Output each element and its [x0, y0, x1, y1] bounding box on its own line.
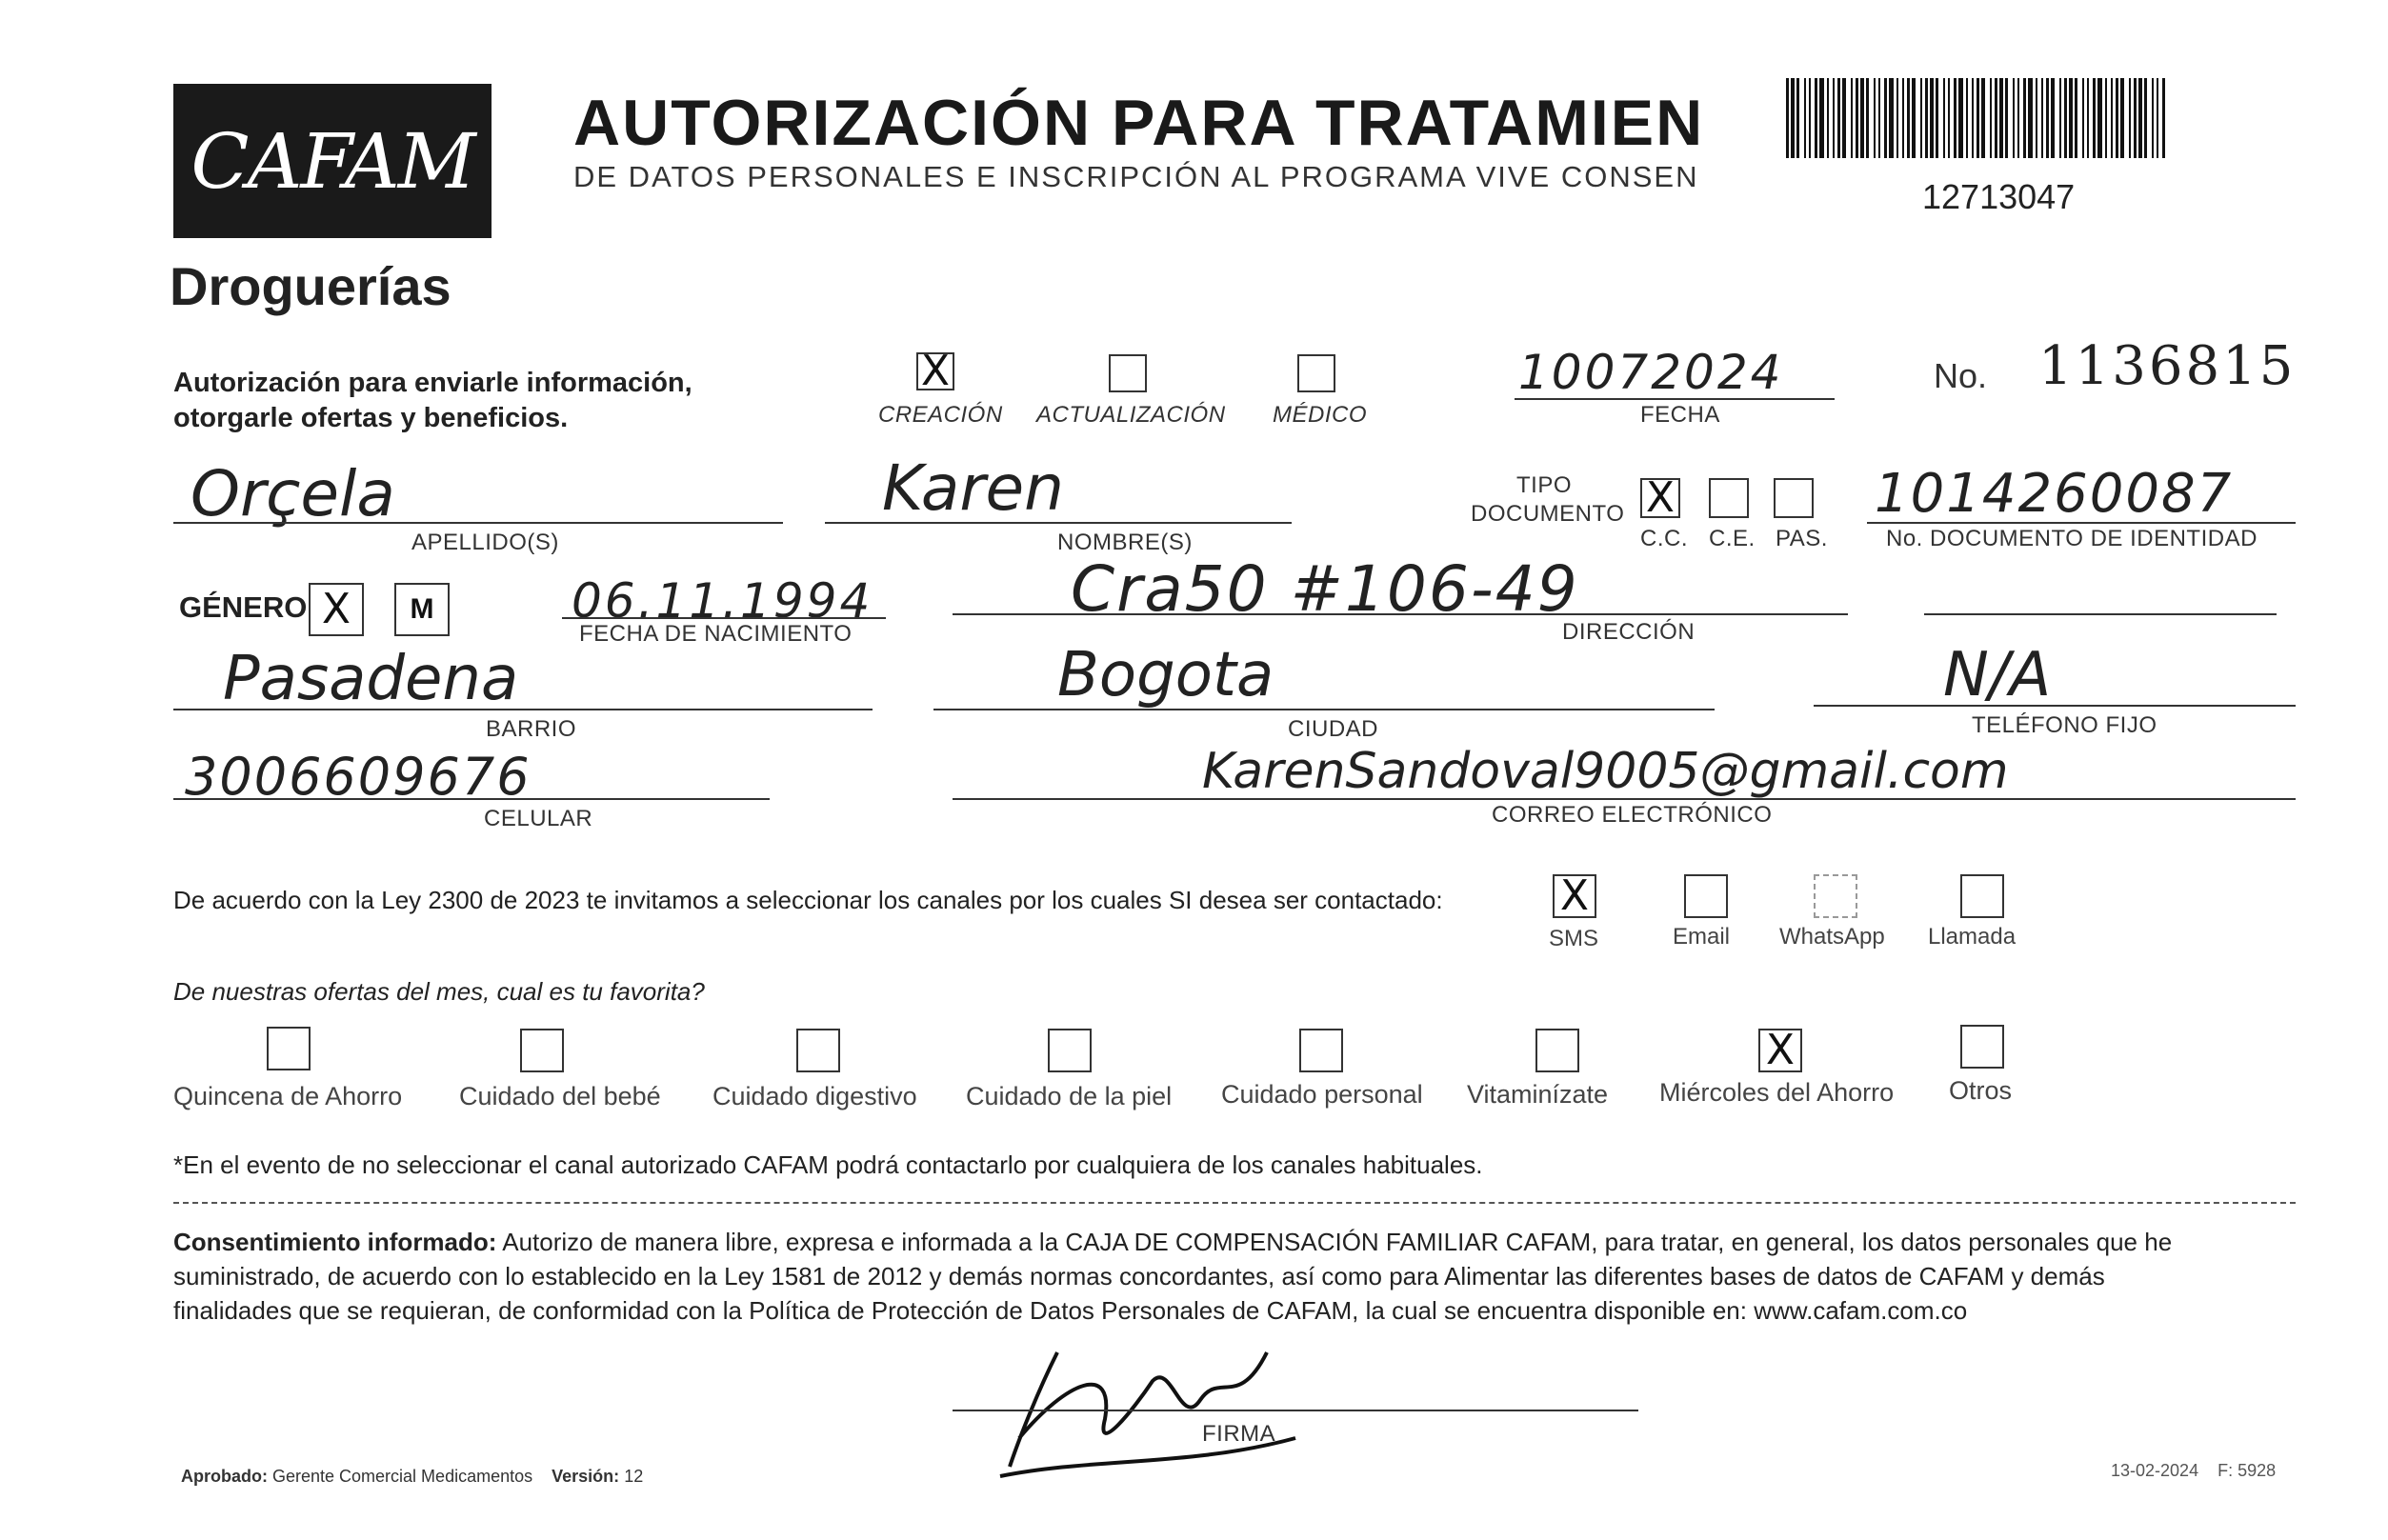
celular-line: [173, 798, 770, 800]
nacimiento-label: FECHA DE NACIMIENTO: [579, 621, 853, 647]
barcode-number: 12713047: [1922, 177, 2076, 216]
barcode-bar: [2082, 78, 2084, 158]
barcode-bar: [2051, 78, 2055, 158]
apellidos-line: [173, 522, 783, 524]
barcode-bar: [1851, 78, 1853, 158]
celular-label: CELULAR: [484, 806, 593, 831]
checkbox-personal[interactable]: [1299, 1029, 1343, 1072]
nacimiento-value: 06.11.1994: [572, 573, 873, 629]
checkbox-genero-f[interactable]: [309, 583, 364, 636]
documento-line: [1867, 522, 2296, 524]
barcode-bar: [1995, 78, 1997, 158]
barcode-bar: [2013, 78, 2015, 158]
cafam-logo: [173, 84, 492, 238]
barcode-bar: [1948, 78, 1950, 158]
nota-text: *En el evento de no seleccionar el canal autorizado CAFAM podrá contactarlo por cualquiera de los canales habituales.: [173, 1150, 1483, 1179]
barcode-bar: [1815, 78, 1817, 158]
label-whatsapp: WhatsApp: [1779, 924, 1885, 950]
canales-question: De acuerdo con la Ley 2300 de 2023 te invitamos a seleccionar los canales por los cuales SI desea ser contactado:: [173, 886, 1443, 914]
barcode-bar: [1912, 78, 1916, 158]
checkbox-miercoles[interactable]: [1758, 1026, 1802, 1074]
barcode-bar: [2157, 78, 2158, 158]
barcode-bar: [1791, 78, 1795, 158]
barcode-bar: [1874, 78, 1876, 158]
barcode-bar: [2087, 78, 2089, 158]
checkbox-digestivo[interactable]: [796, 1029, 840, 1072]
barcode-bar: [1796, 78, 1799, 158]
label-digestivo: Cuidado digestivo: [712, 1082, 917, 1110]
label-email: Email: [1673, 924, 1731, 950]
checkbox-otros[interactable]: [1960, 1025, 2004, 1069]
barcode-bar: [1990, 78, 1992, 158]
label-piel: Cuidado de la piel: [966, 1082, 1173, 1110]
barcode-bar: [1958, 78, 1963, 158]
apellidos-value: Orçela: [191, 457, 395, 530]
checkbox-email[interactable]: [1684, 874, 1728, 918]
footer-aprobado: [181, 1467, 643, 1487]
version-value: 12: [624, 1467, 644, 1486]
barcode: [1786, 78, 2167, 158]
consentimiento-line-3: finalidades que se requieran, de conformidad con la Política de Protección de Datos Personales de CAFAM, la cual se encuentra disponible en: www.cafam.com.co: [173, 1296, 1968, 1325]
barcode-bar: [1936, 78, 1938, 158]
label-creacion: CREACIÓN: [878, 402, 1003, 428]
tipo-doc-label-2: DOCUMENTO: [1471, 501, 1625, 527]
checkbox-medico[interactable]: [1297, 354, 1335, 392]
barcode-bar: [2023, 78, 2026, 158]
aprobado-value: Gerente Comercial Medicamentos: [272, 1467, 533, 1486]
barcode-bar: [2111, 78, 2113, 158]
barcode-bar: [1999, 78, 2003, 158]
barcode-bar: [1966, 78, 1968, 158]
direccion-line-2: [1924, 613, 2277, 615]
check-mark: X: [1765, 1026, 1796, 1074]
checkbox-vitaminizate[interactable]: [1535, 1029, 1579, 1072]
barcode-bar: [1856, 78, 1858, 158]
checkbox-quincena[interactable]: [267, 1027, 311, 1070]
label-vitaminizate: Vitaminízate: [1467, 1080, 1609, 1109]
barcode-bar: [1809, 78, 1811, 158]
barcode-bar: [2093, 78, 2096, 158]
logo-text: CAFAM: [191, 116, 474, 206]
aprobado-label: Aprobado:: [181, 1467, 268, 1486]
barcode-bar: [2069, 78, 2073, 158]
barcode-bar: [2097, 78, 2102, 158]
check-mark: X: [920, 347, 951, 395]
checkbox-piel[interactable]: [1048, 1029, 1092, 1072]
checkbox-whatsapp[interactable]: [1814, 874, 1857, 918]
barcode-bar: [1860, 78, 1864, 158]
checkbox-creacion[interactable]: [916, 347, 954, 395]
barrio-label: BARRIO: [486, 716, 577, 742]
barcode-bar: [1972, 78, 1974, 158]
label-medico: MÉDICO: [1273, 402, 1367, 428]
checkbox-cc[interactable]: [1640, 473, 1680, 522]
consentimiento-body-1: Autorizo de manera libre, expresa e informada a la CAJA DE COMPENSACIÓN FAMILIAR CAFAM, para tratar, en general, los datos personales que he: [496, 1228, 2173, 1256]
label-pas: PAS.: [1776, 526, 1828, 551]
barcode-bar: [2028, 78, 2033, 158]
ciudad-line: [933, 709, 1715, 710]
barcode-bar: [2059, 78, 2061, 158]
label-bebe: Cuidado del bebé: [459, 1082, 661, 1110]
form-title: AUTORIZACIÓN PARA TRATAMIEN: [573, 87, 1705, 159]
barcode-bar: [2046, 78, 2049, 158]
nombres-line: [825, 522, 1292, 524]
consentimiento-bold: Consentimiento informado:: [173, 1228, 497, 1256]
intro-line-2: otorgarle ofertas y beneficios.: [173, 403, 569, 433]
label-quincena: Quincena de Ahorro: [173, 1082, 403, 1110]
label-miercoles: Miércoles del Ahorro: [1659, 1078, 1895, 1107]
barcode-bar: [1889, 78, 1894, 158]
consentimiento-line-1: [173, 1225, 2298, 1259]
tipo-doc-label-1: TIPO: [1516, 472, 1573, 498]
barrio-line: [173, 709, 873, 710]
barcode-bar: [2120, 78, 2124, 158]
nacimiento-line: [562, 617, 886, 619]
telefono-label: TELÉFONO FIJO: [1972, 712, 2157, 738]
barcode-bar: [2105, 78, 2107, 158]
version-label: Versión:: [552, 1467, 620, 1486]
documento-label: No. DOCUMENTO DE IDENTIDAD: [1886, 526, 2258, 551]
numero-value: 1136815: [2038, 335, 2297, 397]
correo-value: KarenSandoval9005@gmail.com: [1202, 743, 2009, 800]
signature: [981, 1324, 1324, 1486]
barcode-bar: [2017, 78, 2019, 158]
intro-text: [173, 366, 692, 436]
checkbox-genero-m[interactable]: [394, 583, 450, 636]
barcode-bar: [1930, 78, 1934, 158]
barrio-value: Pasadena: [223, 644, 519, 714]
checkbox-ce[interactable]: [1709, 478, 1749, 518]
barcode-bar: [1878, 78, 1880, 158]
celular-value: 3006609676: [185, 747, 532, 807]
intro-line-1: Autorización para enviarle información,: [173, 368, 692, 398]
checkbox-pas[interactable]: [1774, 478, 1814, 518]
barcode-bar: [2064, 78, 2067, 158]
ciudad-label: CIUDAD: [1288, 716, 1379, 742]
brand-subtitle: Droguerías: [170, 256, 452, 316]
barcode-bar: [2005, 78, 2008, 158]
barcode-bar: [2129, 78, 2131, 158]
check-mark: X: [321, 585, 351, 633]
ciudad-value: Bogota: [1057, 640, 1274, 710]
barcode-bar: [1902, 78, 1904, 158]
barcode-bar: [1896, 78, 1898, 158]
label-otros: Otros: [1949, 1076, 2013, 1105]
label-cc: C.C.: [1640, 526, 1688, 551]
direccion-line: [953, 613, 1848, 615]
checkbox-bebe[interactable]: [520, 1029, 564, 1072]
direccion-label: DIRECCIÓN: [1562, 619, 1696, 645]
correo-label: CORREO ELECTRÓNICO: [1492, 802, 1773, 828]
check-mark: X: [1645, 473, 1676, 522]
barcode-bar: [1943, 78, 1945, 158]
barcode-bar: [1884, 78, 1887, 158]
footer-right: [2111, 1461, 2276, 1481]
checkbox-actualizacion[interactable]: [1109, 354, 1147, 392]
telefono-value: N/A: [1943, 640, 2052, 710]
barcode-bar: [1981, 78, 1985, 158]
barcode-bar: [1827, 78, 1829, 158]
barcode-bar: [2162, 78, 2165, 158]
form-subtitle: DE DATOS PERSONALES E INSCRIPCIÓN AL PROGRAMA VIVE CONSEN: [573, 160, 1699, 193]
barcode-bar: [2036, 78, 2037, 158]
barcode-bar: [1954, 78, 1957, 158]
checkbox-sms[interactable]: [1553, 871, 1596, 920]
barcode-bar: [2041, 78, 2043, 158]
consentimiento-line-2: suministrado, de acuerdo con lo establecido en la Ley 1581 de 2012 y demás normas concordantes, así como para Alimentar las diferentes bases de datos de CAFAM y demás: [173, 1262, 2105, 1290]
barcode-bar: [1819, 78, 1824, 158]
documento-value: 1014260087: [1875, 463, 2234, 525]
direccion-value: Cra50 #106-49: [1071, 552, 1579, 626]
numero-label: No.: [1934, 356, 1988, 395]
firma-line: [953, 1410, 1638, 1411]
checkbox-llamada[interactable]: [1960, 874, 2004, 918]
barcode-bar: [1833, 78, 1835, 158]
barcode-bar: [1837, 78, 1840, 158]
fecha-line: [1515, 398, 1835, 400]
barcode-bar: [2134, 78, 2137, 158]
label-ce: C.E.: [1709, 526, 1756, 551]
correo-line: [953, 798, 2296, 800]
barcode-bar: [1920, 78, 1922, 158]
check-mark: X: [1559, 871, 1590, 920]
barcode-bar: [2116, 78, 2118, 158]
footer-date: 13-02-2024: [2111, 1461, 2199, 1480]
firma-label: FIRMA: [1202, 1421, 1276, 1447]
barcode-bar: [1925, 78, 1928, 158]
barcode-bar: [2075, 78, 2077, 158]
nombres-value: Karen: [882, 451, 1064, 525]
telefono-line: [1814, 705, 2296, 707]
divider: [173, 1202, 2296, 1204]
footer-code: F: 5928: [2217, 1461, 2277, 1480]
barcode-bar: [2138, 78, 2142, 158]
barcode-bar: [1866, 78, 1869, 158]
label-sms: SMS: [1549, 926, 1599, 951]
barcode-bar: [2144, 78, 2147, 158]
consentimiento-text: [173, 1225, 2298, 1328]
barcode-bar: [1907, 78, 1910, 158]
genero-m-label: M: [410, 593, 434, 625]
genero-label: GÉNERO: [179, 590, 308, 624]
label-llamada: Llamada: [1928, 924, 2017, 950]
label-personal: Cuidado personal: [1221, 1080, 1423, 1109]
label-actualizacion: ACTUALIZACIÓN: [1036, 402, 1226, 428]
barcode-bar: [2152, 78, 2154, 158]
fecha-label: FECHA: [1640, 402, 1720, 428]
barcode-bar: [1804, 78, 1806, 158]
barcode-bar: [1977, 78, 1979, 158]
apellidos-label: APELLIDO(S): [411, 530, 559, 555]
nombres-label: NOMBRE(S): [1057, 530, 1193, 555]
fecha-value: 10072024: [1518, 345, 1784, 400]
ofertas-question: De nuestras ofertas del mes, cual es tu favorita?: [173, 977, 705, 1006]
barcode-bar: [1786, 78, 1789, 158]
barcode-bar: [1842, 78, 1846, 158]
